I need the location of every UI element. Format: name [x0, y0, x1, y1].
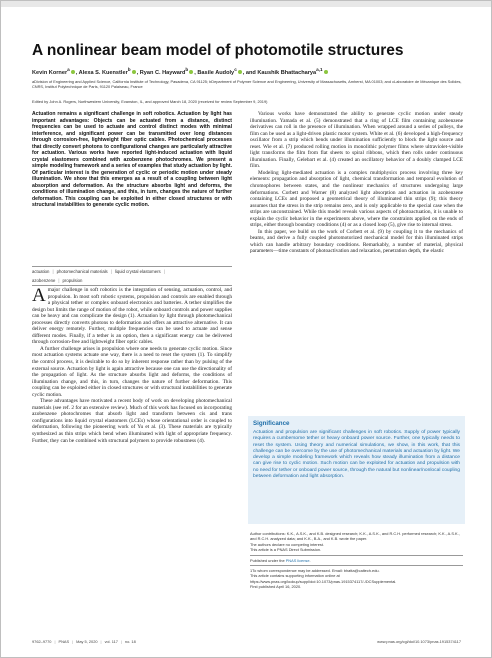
significance-box: [248, 416, 465, 524]
affiliations: aDivision of Engineering and Applied Science, California Institute of Technology, Pasadena, CA 91125; bDepartment of Polymer Science and Engineering, University of Massachusetts, Amherst, MA 01003; and cLaboratoire de Mécanique des Solides, CNRS, Institut Polytechnique de Paris, 91120 Palaiseau, France: [32, 79, 462, 89]
author-name[interactable]: Ryan C. Hayward: [139, 69, 186, 76]
issue-date: May 5, 2020: [76, 639, 98, 644]
volume: vol. 117: [104, 639, 118, 644]
orcid-icon[interactable]: [238, 70, 242, 74]
orcid-icon[interactable]: [71, 70, 75, 74]
significance-text: Actuation and propulsion are significant challenges in soft robotics. Supply of power typically requires a cumbersome tether or heavy onboard power source. Further, one typically needs to reset the system. Using theory and numerical simulations, we show, in this work, that this challenge can be overcome by the use of photomechanical materials and actuation by light. We develop a simple modeling framework which reveals how steady illumination from a distance can give rise to cyclic motion. Such motion can be exploited for actuation and propulsion with no need for tether or onboard power source, through the natural but nonlinear/nonlocal coupling between deformation and light absorption.: [253, 430, 460, 480]
author-sup: a,1: [316, 67, 323, 72]
author-sup: b: [185, 67, 189, 72]
issue: no. 18: [124, 639, 136, 644]
body-paragraph: In this paper, we build on the work of Corbett et al. (9) by coupling it to the mechanics of beams, and derive a fully coupled photomotorized mechanical model for thin illuminated strips which can handle arbitrary boundary conditions. Remarkably, a number of material, physical parameters—time constants of photoactivation and relaxation, penetration depth, the elastic: [250, 228, 463, 255]
author-contributions: Author contributions: K.K., A.S.K., and K.B. designed research; K.K., A.S.K., and R.C.H. performed research; K.K., A.S.K., and R.C.H. analyzed data; and K.K., B.A., and K.B. wrote the paper.: [250, 531, 460, 542]
keyword: azobenzene: [32, 278, 56, 283]
body-left-column: [32, 287, 232, 444]
edited-by: Edited by John A. Rogers, Northwestern University, Evanston, IL, and approved March 18, 2020 (received for review September 9, 2019): [32, 99, 268, 104]
keyword: photomechanical materials: [56, 269, 108, 274]
body-right-column: [250, 111, 463, 255]
author-name[interactable]: Basile Audoly: [197, 69, 235, 76]
significance-title: Significance: [253, 420, 290, 427]
body-paragraph: Various works have demonstrated the ability to generate cyclic motion under steady illumination. Yamada et al. (5) demonstrated that a ring of LCE film containing azobenzene derivatives can roll in the presence of illumination. When wrapped around a series of pulleys, the film can be used as a light-driven plastic motor system. White et al. (6) developed a high-frequency oscillator from a strip which bends under illumination sufficiently to block the light source and reset. Wie et al. (7) produced rolling motion in monolithic polymer films where ultraviolet-visible light transforms the film from flat sheets to spiral ribbons, which then rolls under continuous illumination. Finally, Gelebart et al. (4) created an oscillatory behavior of a doubly clamped LCE film.: [250, 111, 463, 170]
author-name[interactable]: Alexa S. Kuenstler: [78, 69, 128, 76]
page-footer: 9762–9770 | PNAS | May 5, 2020 | vol. 117 | no. 18 www.pnas.org/cgi/doi/10.1073/pnas.1915374117: [32, 639, 461, 644]
published-date: First published April 16, 2020.: [250, 584, 302, 590]
keyword: liquid crystal elastomers: [114, 269, 161, 274]
author-name[interactable]: Kevin Korner: [32, 69, 68, 76]
page-range: 9762–9770: [32, 639, 52, 644]
doi-link[interactable]: www.pnas.org/cgi/doi/10.1073/pnas.1915374117: [377, 639, 461, 644]
paragraph-text: major challenge in soft robotics is the integration of sensing, actuation, control, and propulsion. In most soft robotic systems, propulsion and controls are enabled through a physical tether or complex onboard electronics and batteries. A tether simplifies the design but limits the range of motion of the robot, while onboard controls and power supplies can be heavy and can complicate the design (1). Actuation by light through photomechanical processes directly converts photons to deformation and offers an attractive alternative. It can deliver energy remotely. Further, multiple frequencies can be used to actuate and sense different modes. Finally, if a tether is an option, then a significant energy can be delivered through corrosion-free and lightweight fiber optic cables.: [32, 287, 232, 346]
article-notes: [250, 531, 463, 590]
author-name[interactable]: Kaushik Bhattacharya: [257, 69, 317, 76]
body-paragraph: These advantages have motivated a recent body of work on developing photomechanical materials (see ref. 2 for an extensive review). Much of this work has focused on incorporating azobenzene photochromes that absorb light and transform between cis and trans configurations into liquid crystal elastomers (LCEs) whose orientational order is coupled to deformation, following the pioneering work of Yu et al. (3). These materials are typically synthesized as thin strips which bend when illuminated with light of appropriate frequency. Further, they can be combined with structural polymers to provide robustness (4).: [32, 398, 232, 444]
journal-name: PNAS: [58, 639, 70, 644]
author-sup: c: [234, 67, 237, 72]
keywords: actuation | photomechanical materials | liquid crystal elastomers | azobenzene | propulsion: [32, 266, 232, 286]
top-bar: [1, 1, 491, 7]
competing-interest: The authors declare no competing interest.: [250, 541, 324, 547]
abstract: Actuation remains a significant challenge in soft robotics. Actuation by light has important advantages: Objects can be actuated from a distance, distinct frequencies can be used to actuate and control distinct modes with minimal interference, and significant power can be transmitted over long distances through corrosion-free, lightweight fiber optic cables. Photochemical processes that directly convert photons to configurational changes are particularly attractive for actuation. Various works have reported light-induced actuation with liquid crystal elastomers combined with azobenzene photochromes. We present a simple modeling framework and a series of examples that study actuation by light. Of particular interest is the generation of cyclic or periodic motion under steady illumination. We show that this emerges as a result of a coupling between light absorption and deformation. As the structure absorbs light and deforms, the conditions of illumination change, and this, in turn, changes the nature of further deformation. This coupling can be exploited in either closed structures or with structural instabilities to generate cyclic motion.: [32, 111, 232, 208]
license-link[interactable]: PNAS license: [285, 557, 310, 563]
orcid-icon[interactable]: [189, 70, 193, 74]
keyword: propulsion: [62, 278, 83, 283]
author-sup: b: [127, 67, 131, 72]
author-sup: a: [67, 67, 70, 72]
drop-cap: A: [32, 285, 46, 306]
correspondence: 1To whom correspondence may be addressed. Email: bhatta@caltech.edu.: [250, 568, 380, 574]
body-paragraph: A further challenge arises in propulsion where one needs to generate cyclic motion. Since most actuation systems actuate one way, there is a need to reset the system (1). To simplify the control process, it is desirable to do so by inherent response rather than by pulsing of the external source. Actuation by light is again attractive because one can use the directionality of the propagation of light. As the structure absorbs light and deforms, the conditions of illumination change, and this, in turn, changes the nature of further deformation. This coupling can be exploited either in closed structures or with structural instabilities to generate cyclic motion.: [32, 345, 232, 398]
keyword: actuation: [32, 269, 50, 274]
paper-title: A nonlinear beam model of photomotile structures: [32, 42, 404, 59]
orcid-icon[interactable]: [132, 70, 136, 74]
license-note: Published under the PNAS license.: [250, 557, 311, 563]
orcid-icon[interactable]: [324, 70, 328, 74]
supporting-info[interactable]: This article contains supporting information online at https://www.pnas.org/lookup/suppl/doi:10.1073/pnas.1915374117/-/DCSupplemental.: [250, 573, 397, 584]
author-list: Kevin Korner$^a$, Alexa S. Kuenstler$^b$, Ryan C. Hayward$^b$, Basile Audoly$^c$, and Kaushik Bhattacharya$^{a,1}$: [32, 67, 472, 76]
body-paragraph: [32, 287, 232, 346]
direct-submission: This article is a PNAS Direct Submission.: [250, 547, 322, 553]
body-paragraph: Modeling light-mediated actuation is a complex multiphysics process involving three key elements: propagation and absorption of light, chemical transformation and temporal evolution of chromophores between states, and the nonlinear mechanics of structures undergoing large deformations. Corbett and Warner (8) analyzed light absorption and actuation in azobenzene containing LCEs and proposed a geometrical theory of illuminated thin strips (9); this theory assumes that the stress in the strip remains zero, and is only applicable to the special case when the strips are unconstrained. While this model reveals various aspects of photoactuation, it is unable to explain the cyclic behavior in the experiments above, where the constraints applied on the ends of strips, either through boundary conditions (4) or as a closed loop (5), give rise to internal stress.: [250, 169, 463, 229]
